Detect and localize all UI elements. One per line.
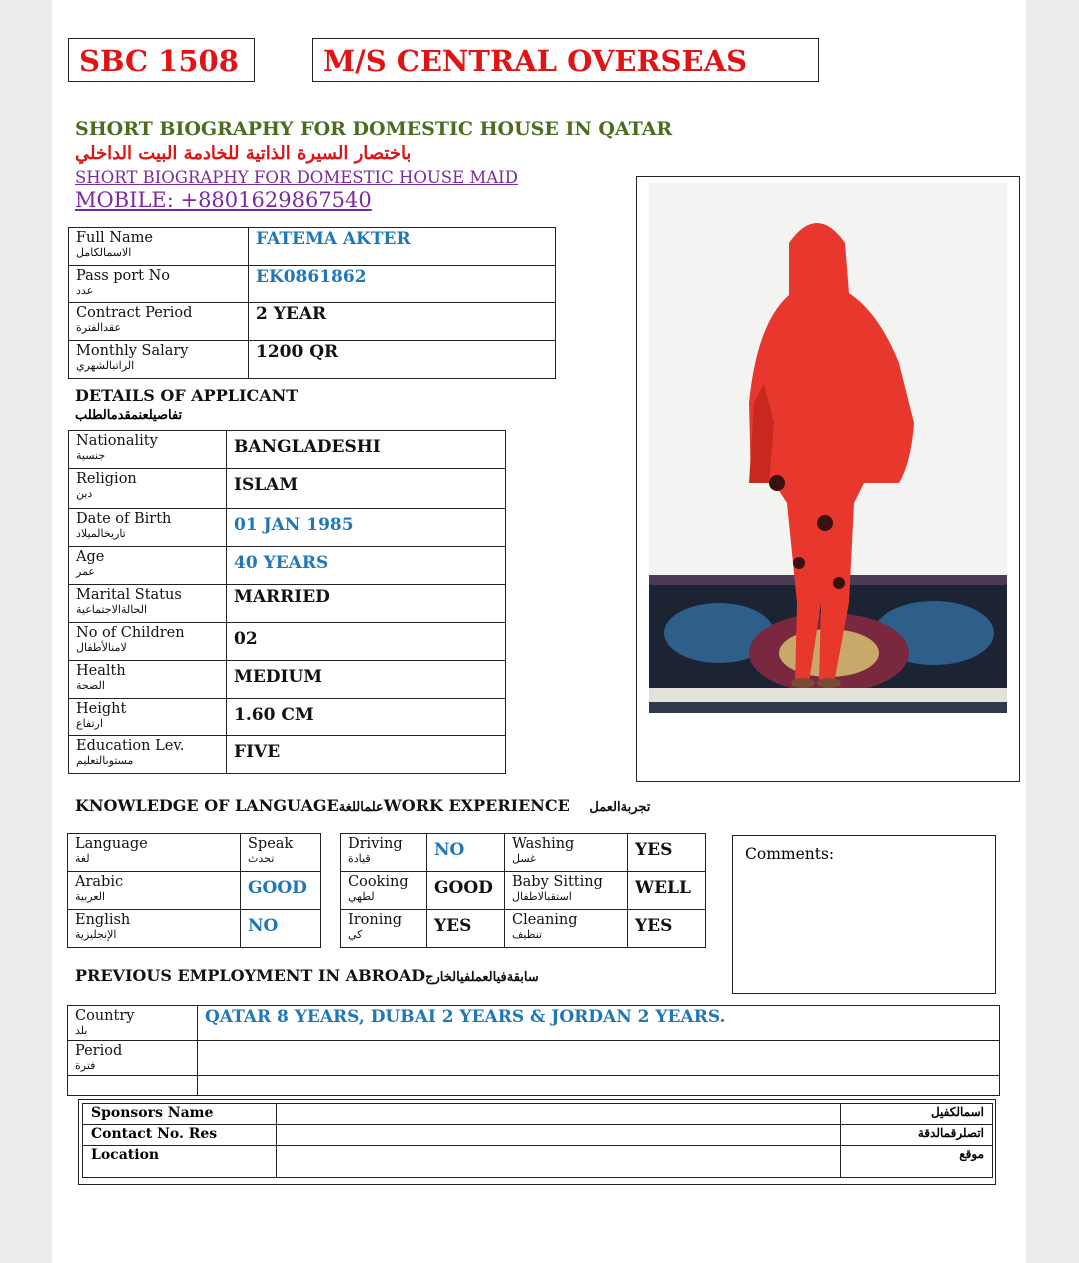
label: Health [76,663,126,679]
label-ar: عقدالفترة [76,321,122,334]
location-value [277,1146,841,1178]
table-row [69,228,556,266]
table-row [69,341,556,379]
contact-label: Contact No. Res [83,1125,277,1146]
code-box: SBC 1508 [68,38,255,82]
language-table [67,833,321,948]
comments-label: Comments: [745,845,835,863]
label: Pass port No [76,268,171,284]
details-heading: DETAILS OF APPLICANT [75,386,299,405]
label: Washing [512,836,575,852]
label-ar: لطهي [348,890,375,903]
work-heading-ar: تجربةالعمل [589,800,651,815]
label: Religion [76,471,137,487]
table-row [69,699,506,736]
label: Ironing [348,912,402,928]
main-title: SHORT BIOGRAPHY FOR DOMESTIC HOUSE IN QATAR [75,118,673,140]
children-value: 02 [227,623,506,661]
sponsor-box [78,1099,996,1185]
label: Marital Status [76,587,182,603]
table-row [69,623,506,661]
label: Speak [248,836,294,852]
work-experience-table [340,833,706,948]
previous-employment-table [67,1005,1000,1096]
table-row [68,834,321,872]
label-ar: جنسية [76,449,106,462]
health-value: MEDIUM [227,661,506,699]
table-row [83,1125,993,1146]
label-ar: استقبالاطفال [512,890,572,903]
baby-sitting-value: WELL [628,872,706,910]
sponsor-name-ar: اسمالكفيل [841,1104,993,1125]
ironing-value: YES [427,910,505,948]
label-ar: قيادة [348,852,371,865]
location-ar: موقع [841,1146,993,1178]
label: Contract Period [76,305,193,321]
contact-ar: اتصلرقمالدقة [841,1125,993,1146]
table-row [69,469,506,509]
table-row [69,736,506,774]
height-value: 1.60 CM [227,699,506,736]
label-ar: غسل [512,852,536,865]
arabic-value: GOOD [241,872,321,910]
table-row [68,1076,1000,1096]
table-row [69,547,506,585]
label: Height [76,701,127,717]
label: Monthly Salary [76,343,189,359]
work-heading-text: WORK EXPERIENCE [383,796,570,815]
label: Cleaning [512,912,578,928]
label-ar: تاريخالميلاد [76,527,126,540]
label-ar: تنظيف [512,928,543,941]
label: Language [75,836,148,852]
age-value: 40 YEARS [227,547,506,585]
biodata-page [52,0,1026,1263]
label: Cooking [348,874,409,890]
label: Driving [348,836,403,852]
label-ar: الراتبالشهري [76,359,135,372]
label: Education Lev. [76,738,185,754]
table-row [83,1104,993,1125]
label: Baby Sitting [512,874,603,890]
sponsor-name-value [277,1104,841,1125]
contact-value [277,1125,841,1146]
label-ar: مستوىالتعليم [76,754,134,767]
label: Full Name [76,230,153,246]
knowledge-heading-text: KNOWLEDGE OF LANGUAGE [75,796,339,815]
knowledge-heading-ar: علماللغة [338,800,384,815]
label: Age [76,549,105,565]
marital-value: MARRIED [227,585,506,623]
dob-value: 01 JAN 1985 [227,509,506,547]
period-value [198,1041,1000,1076]
empty-cell [68,1076,198,1096]
label-ar: الصحة [76,679,105,692]
nationality-value: BANGLADESHI [227,431,506,469]
table-row [69,303,556,341]
religion-value: ISLAM [227,469,506,509]
agency-box: M/S CENTRAL OVERSEAS [312,38,819,82]
knowledge-heading [75,796,650,815]
label-ar: فترة [75,1059,96,1072]
sub-title: SHORT BIOGRAPHY FOR DOMESTIC HOUSE MAID [75,168,518,187]
education-value: FIVE [227,736,506,774]
label: Arabic [75,874,124,890]
label: Country [75,1008,135,1024]
table-row [69,431,506,469]
table-row [83,1146,993,1178]
label-ar: بلد [75,1024,88,1037]
mobile-number: MOBILE: +8801629867540 [75,188,372,212]
label-ar: عدد [76,284,94,297]
label-ar: العربية [75,890,106,903]
empty-cell [198,1076,1000,1096]
full-name-value: FATEMA AKTER [249,228,556,266]
label-ar: لامنالأطفال [76,641,127,654]
label-ar: لغة [75,852,90,865]
label-ar: تحدث [248,852,275,865]
country-value: QATAR 8 YEARS, DUBAI 2 YEARS & JORDAN 2 YEARS. [198,1006,1000,1041]
arabic-title: باختصار السيرة الذاتية للخادمة البيت الداخلي [75,143,412,164]
label-ar: عمر [76,565,95,578]
location-label: Location [83,1146,277,1178]
comments-box [732,835,996,994]
label-ar: الاسمالكامل [76,246,132,259]
table-row [69,661,506,699]
contract-value: 2 YEAR [249,303,556,341]
details-heading-ar: تفاصيلعنمقدمالطلب [75,408,183,423]
cleaning-value: YES [628,910,706,948]
table-row [69,585,506,623]
table-row [341,872,706,910]
salary-value: 1200 QR [249,341,556,379]
label: English [75,912,131,928]
basic-info-table [68,227,556,379]
label-ar: دين [76,487,93,500]
details-table [68,430,506,774]
label-ar: الإنجليزية [75,928,117,941]
previous-heading-ar: سابقةفيالعملفيالخارج [425,970,539,985]
passport-value: EK0861862 [249,266,556,303]
previous-heading-text: PREVIOUS EMPLOYMENT IN ABROAD [75,966,426,985]
label-ar: ارتفاع [76,717,103,730]
table-row [341,910,706,948]
sponsor-name-label: Sponsors Name [83,1104,277,1125]
table-row [68,1041,1000,1076]
table-row [69,509,506,547]
table-row [69,266,556,303]
table-row [68,1006,1000,1041]
label-ar: الحالةالاجتماعية [76,603,148,616]
label: No of Children [76,625,185,641]
table-row [68,872,321,910]
english-value: NO [241,910,321,948]
photo-frame [636,176,1020,782]
cooking-value: GOOD [427,872,505,910]
table-row [68,910,321,948]
label: Date of Birth [76,511,172,527]
previous-heading [75,966,539,985]
driving-value: NO [427,834,505,872]
label: Period [75,1043,123,1059]
sponsor-table [82,1103,993,1178]
label-ar: كي [348,928,363,941]
washing-value: YES [628,834,706,872]
table-row [341,834,706,872]
label: Nationality [76,433,158,449]
applicant-photo [649,183,1007,713]
